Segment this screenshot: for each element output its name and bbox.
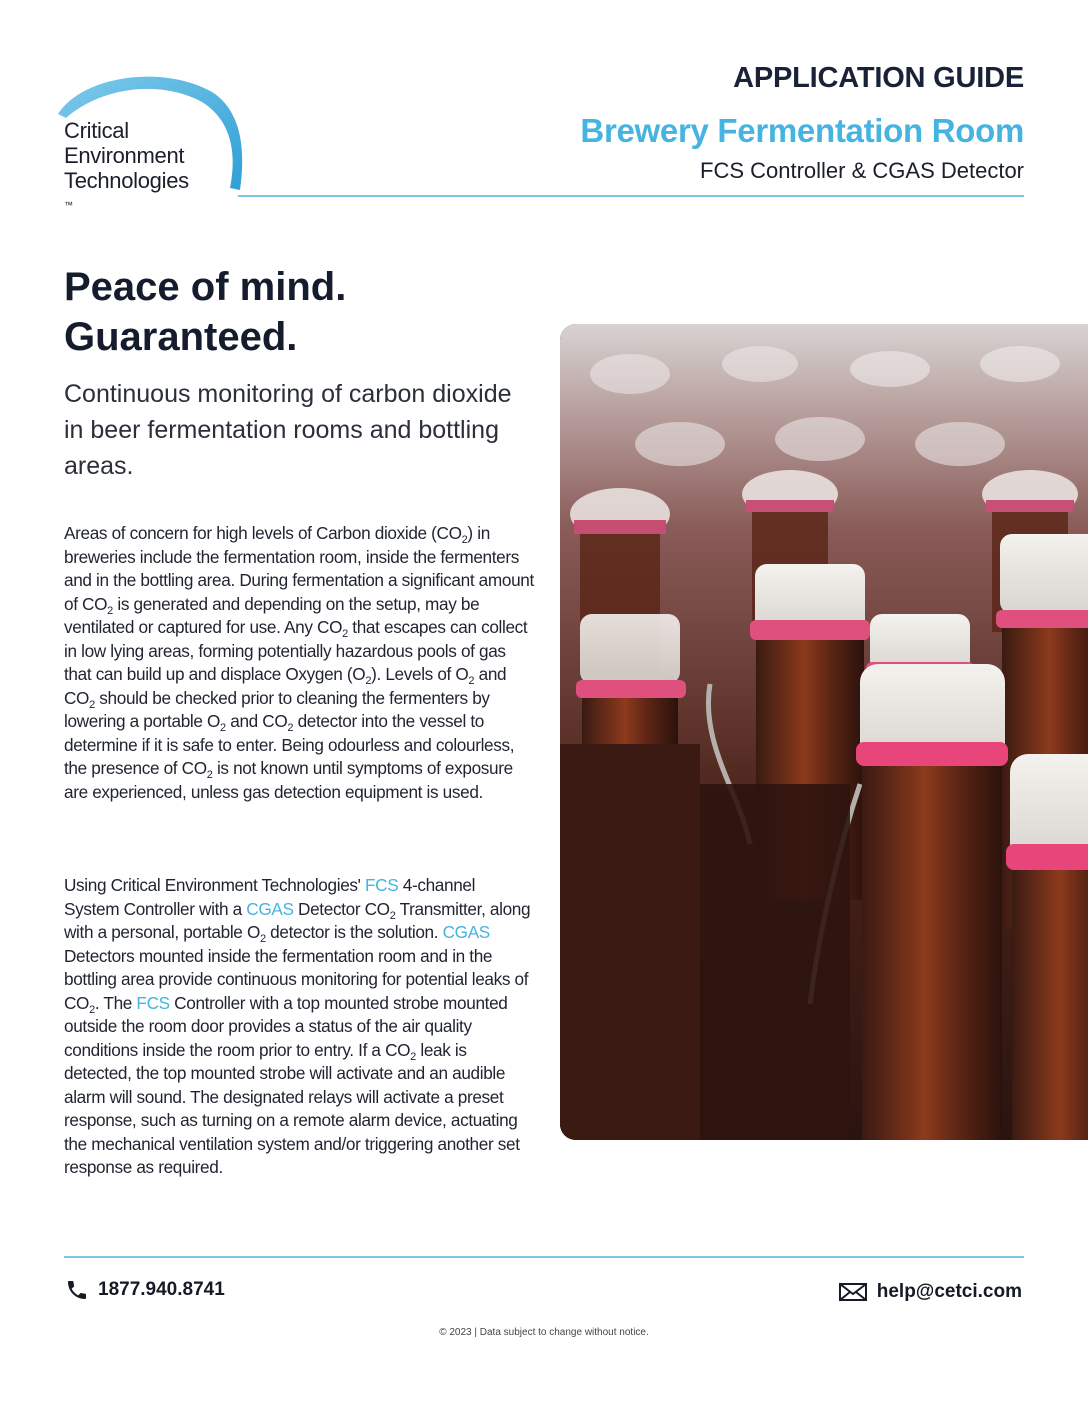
logo-text bbox=[64, 118, 189, 218]
text-segment: ). Levels of O bbox=[371, 664, 469, 684]
headline bbox=[64, 262, 346, 362]
text-segment: Transmitter, along with a personal, portable O bbox=[64, 898, 531, 942]
product-link[interactable]: FCS bbox=[136, 992, 170, 1013]
subscript: 2 bbox=[468, 675, 475, 687]
document-subtitle: FCS Controller & CGAS Detector bbox=[700, 158, 1024, 183]
logo-line-1: Critical bbox=[64, 118, 129, 143]
email-contact[interactable] bbox=[839, 1281, 1022, 1303]
text-segment: is generated and depending on the setup, may be ventilated or captured for use. Any CO bbox=[64, 593, 480, 637]
text-segment: Using Critical Environment Technologies' bbox=[64, 875, 365, 895]
text-segment: Areas of concern for high levels of Carbon dioxide (CO bbox=[64, 523, 462, 543]
document-title: Brewery Fermentation Room bbox=[580, 112, 1024, 149]
text-segment: Detectors mounted inside the fermentation room and in the bottling area provide continuous monitoring for potential leaks of CO bbox=[64, 945, 529, 1013]
subscript: 2 bbox=[220, 722, 226, 734]
product-link[interactable]: FCS bbox=[365, 875, 399, 895]
text-segment: detector into the vessel to determine if it is safe to enter. Being odourless and colourless, the presence of CO bbox=[64, 711, 515, 778]
text-segment: that escapes can collect in low lying areas, forming potentially hazardous pools of gas that can build up and displace Oxygen (O bbox=[64, 617, 528, 684]
text-segment: Controller with a top mounted strobe mounted outside the room door provides a status of the air quality conditions inside the room prior to entry. If a CO bbox=[64, 992, 508, 1060]
text-segment: is not known until symptoms of exposure are experienced, unless gas detection equipment is used. bbox=[64, 758, 513, 802]
logo-line-3: Technologies ™ bbox=[64, 168, 189, 210]
body-paragraph-2 bbox=[64, 874, 534, 1180]
phone-contact[interactable] bbox=[64, 1278, 225, 1302]
subscript: 2 bbox=[342, 628, 348, 640]
subscript: 2 bbox=[365, 675, 372, 687]
email-address[interactable]: help@cetci.com bbox=[876, 1281, 1022, 1302]
product-link[interactable]: CGAS bbox=[442, 922, 490, 942]
intro-text: Continuous monitoring of carbon dioxide in beer fermentation rooms and bottling areas. bbox=[64, 380, 512, 480]
header-divider bbox=[238, 195, 1024, 197]
subscript: 2 bbox=[89, 1003, 95, 1016]
text-segment: should be checked prior to cleaning the fermenters by lowering a portable O bbox=[64, 687, 490, 731]
headline-line-2: Guaranteed. bbox=[64, 315, 298, 359]
subscript: 2 bbox=[461, 534, 468, 546]
body-paragraph-1 bbox=[64, 522, 534, 804]
text-segment: . The bbox=[94, 992, 137, 1013]
subscript: 2 bbox=[287, 722, 294, 734]
phone-number[interactable]: 1877.940.8741 bbox=[98, 1279, 225, 1300]
text-segment: ) in breweries include the fermentation room, inside the fermenters and in the bottling area. During fermentation a significant amount of CO bbox=[64, 523, 534, 614]
headline-line-1: Peace of mind. bbox=[64, 265, 347, 309]
logo-line-2: Environment bbox=[64, 143, 185, 168]
text-segment: and CO bbox=[225, 711, 288, 731]
product-link[interactable]: CGAS bbox=[246, 898, 294, 919]
subscript: 2 bbox=[206, 769, 213, 781]
text-segment: leak is detected, the top mounted strobe will activate and an audible alarm will sound. The designated relays will activate a preset response, such as turning on a remote alarm device, actuating the mechanical ventilation system and/or triggering another set response as required. bbox=[64, 1039, 520, 1177]
text-segment: 4-channel System Controller with a bbox=[64, 875, 476, 919]
beer-bottles-photo bbox=[560, 324, 1088, 1140]
subscript: 2 bbox=[259, 933, 266, 945]
text-segment: detector is the solution. bbox=[265, 922, 443, 942]
subscript: 2 bbox=[410, 1050, 416, 1063]
envelope-icon bbox=[839, 1283, 867, 1301]
document-type: APPLICATION GUIDE bbox=[733, 62, 1024, 94]
subscript: 2 bbox=[89, 698, 95, 711]
subscript: 2 bbox=[389, 909, 396, 922]
copyright-note: © 2023 | Data subject to change without notice. bbox=[439, 1327, 649, 1338]
company-logo bbox=[52, 70, 252, 210]
subscript: 2 bbox=[107, 604, 113, 617]
phone-icon bbox=[64, 1278, 90, 1302]
text-segment: and CO bbox=[64, 664, 507, 708]
footer-divider bbox=[64, 1256, 1024, 1258]
text-segment: Detector CO bbox=[293, 898, 390, 919]
